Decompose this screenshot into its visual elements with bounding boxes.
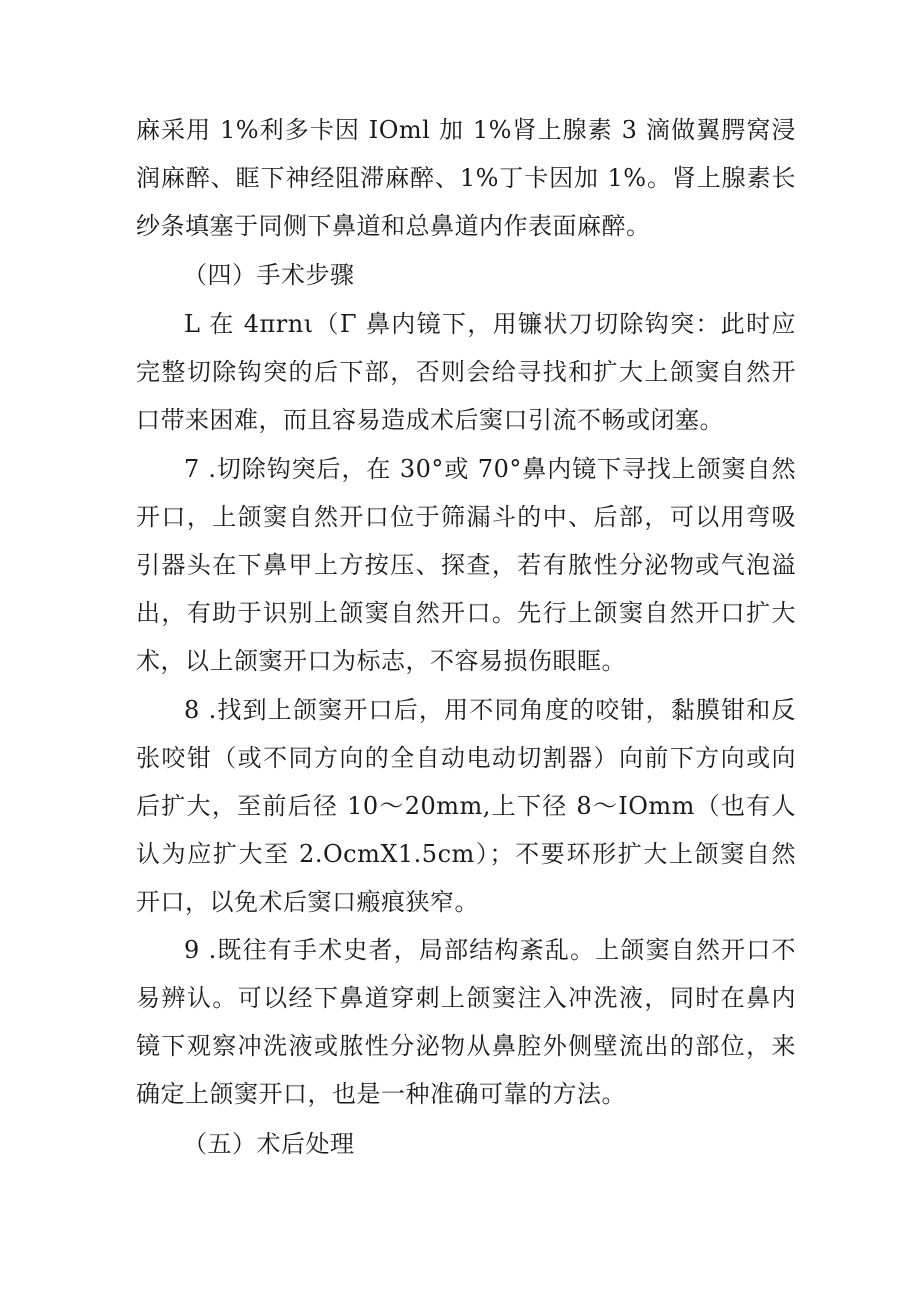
- paragraph-step-8: 8 .找到上颌窦开口后，用不同角度的咬钳，黏膜钳和反张咬钳（或不同方向的全自动电动切割器）向前下方向或向后扩大，至前后径 10～20mm,上下径 8～IOmm（也有人认为应扩大至 2.OcmX1.5cm）；不要环形扩大上颌窦自然开口，以免术后窦口瘢痕狭窄。: [136, 696, 796, 916]
- paragraph-step-9: 9 .既往有手术史者，局部结构紊乱。上颌窦自然开口不易辨认。可以经下鼻道穿刺上颌窦注入冲洗液，同时在鼻内镜下观察冲洗液或脓性分泌物从鼻腔外侧壁流出的部位，来确定上颌窦开口，也是一种准确可靠的方法。: [136, 936, 796, 1108]
- paragraph-anesthesia: 麻采用 1%利多卡因 IOml 加 1%肾上腺素 3 滴做翼腭窝浸润麻醉、眶下神经阻滞麻醉、1%丁卡因加 1%。肾上腺素长纱条填塞于同侧下鼻道和总鼻道内作表面麻醉。: [136, 116, 796, 240]
- section-heading-postoperative: （五）术后处理: [183, 1130, 355, 1158]
- paragraph-step-1: L 在 4πrnι（Γ 鼻内镜下，用镰状刀切除钩突：此时应完整切除钩突的后下部，否则会给寻找和扩大上颌窦自然开口带来困难，而且容易造成术后窦口引流不畅或闭塞。: [136, 310, 796, 434]
- section-heading-surgical-steps: （四）手术步骤: [183, 261, 355, 289]
- paragraph-step-7: 7 .切除钩突后，在 30°或 70°鼻内镜下寻找上颌窦自然开口，上颌窦自然开口位于筛漏斗的中、后部，可以用弯吸引器头在下鼻甲上方按压、探查，若有脓性分泌物或气泡溢出，有助于识别上颌窦自然开口。先行上颌窦自然开口扩大术，以上颌窦开口为标志，不容易损伤眼眶。: [136, 455, 796, 675]
